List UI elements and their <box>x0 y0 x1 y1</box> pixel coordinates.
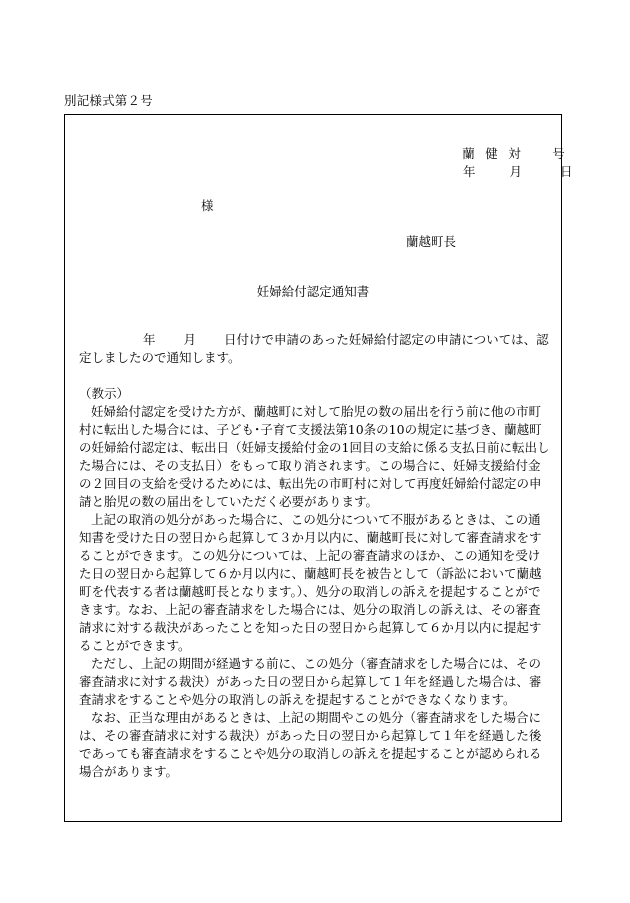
document-body <box>79 331 551 781</box>
issue-date <box>457 163 573 181</box>
form-label: 別記様式第２号 <box>64 93 153 108</box>
lead-paragraph <box>79 331 551 367</box>
notice-paragraph: 上記の取消の処分があった場合に、この処分について不服があるときは、この通知書を受けた日の翌日から起算して３か月以内に、蘭越町長に対して審査請求をすることができます。この処分については、上記の審査請求のほか、この通知を受けた日の翌日から起算して６か月以内に、蘭越町長を被告として（訴訟において蘭越町を代表する者は蘭越町長となります。）、処分の取消しの訴えを提起することができます。なお、上記の審査請求をした場合には、処分の取消しの訴えは、その審査請求に対する裁決があったことを知った日の翌日から起算して６か月以内に提起することができます。 <box>79 512 542 653</box>
notice-frame <box>64 114 573 822</box>
document-title: 妊婦給付認定通知書 <box>256 284 370 299</box>
notice-paragraph: 妊婦給付認定を受けた方が、蘭越町に対して胎児の数の届出を行う前に他の市町村に転出した場合には、子ども･子育て支援法第10条の10の規定に基づき、蘭越町の妊婦給付認定は、転出日（妊婦支援給付金の1回目の支給に係る支払日前に転出した場合には、その支払日）をもって取り消されます。この場合に、妊婦支援給付金の２回目の支給を受けるためには、転出先の市町村に対して再度妊婦給付認定の申請と胎児の数の届出をしていただく必要があります。 <box>79 404 550 509</box>
document-number <box>457 145 570 163</box>
doc-number-char: 健 <box>485 146 498 161</box>
doc-number-char: 号 <box>552 146 565 161</box>
lead-text: 日付けで申請のあった妊婦給付認定の申請については、認定しましたので通知します。 <box>79 332 549 365</box>
notice-heading: （教示） <box>79 386 130 401</box>
date-month: 月 <box>509 164 523 179</box>
lead-year: 年 <box>143 332 156 347</box>
notice-paragraph: なお、正当な理由があるときは、上記の期間やこの処分（審査請求をした場合には、その審査請求に対する裁決）があった日の翌日から起算して１年を経過した後であっても審査請求をすることや処分の取消しの訴えを提起することが認められる場合があります。 <box>79 710 542 779</box>
addressee: 様 <box>201 198 214 213</box>
issuer: 蘭越町長 <box>406 234 457 249</box>
lead-month: 月 <box>183 332 197 347</box>
date-day: 日 <box>560 164 573 179</box>
doc-number-char: 対 <box>508 146 521 161</box>
date-year: 年 <box>463 164 476 179</box>
notice-paragraph: ただし、上記の期間が経過する前に、この処分（審査請求をした場合には、その審査請求に対する裁決）があった日の翌日から起算して１年を経過した場合は、審査請求をすることや処分の取消しの訴えを提起することができなくなります。 <box>79 656 542 707</box>
doc-number-char: 蘭 <box>462 146 475 161</box>
